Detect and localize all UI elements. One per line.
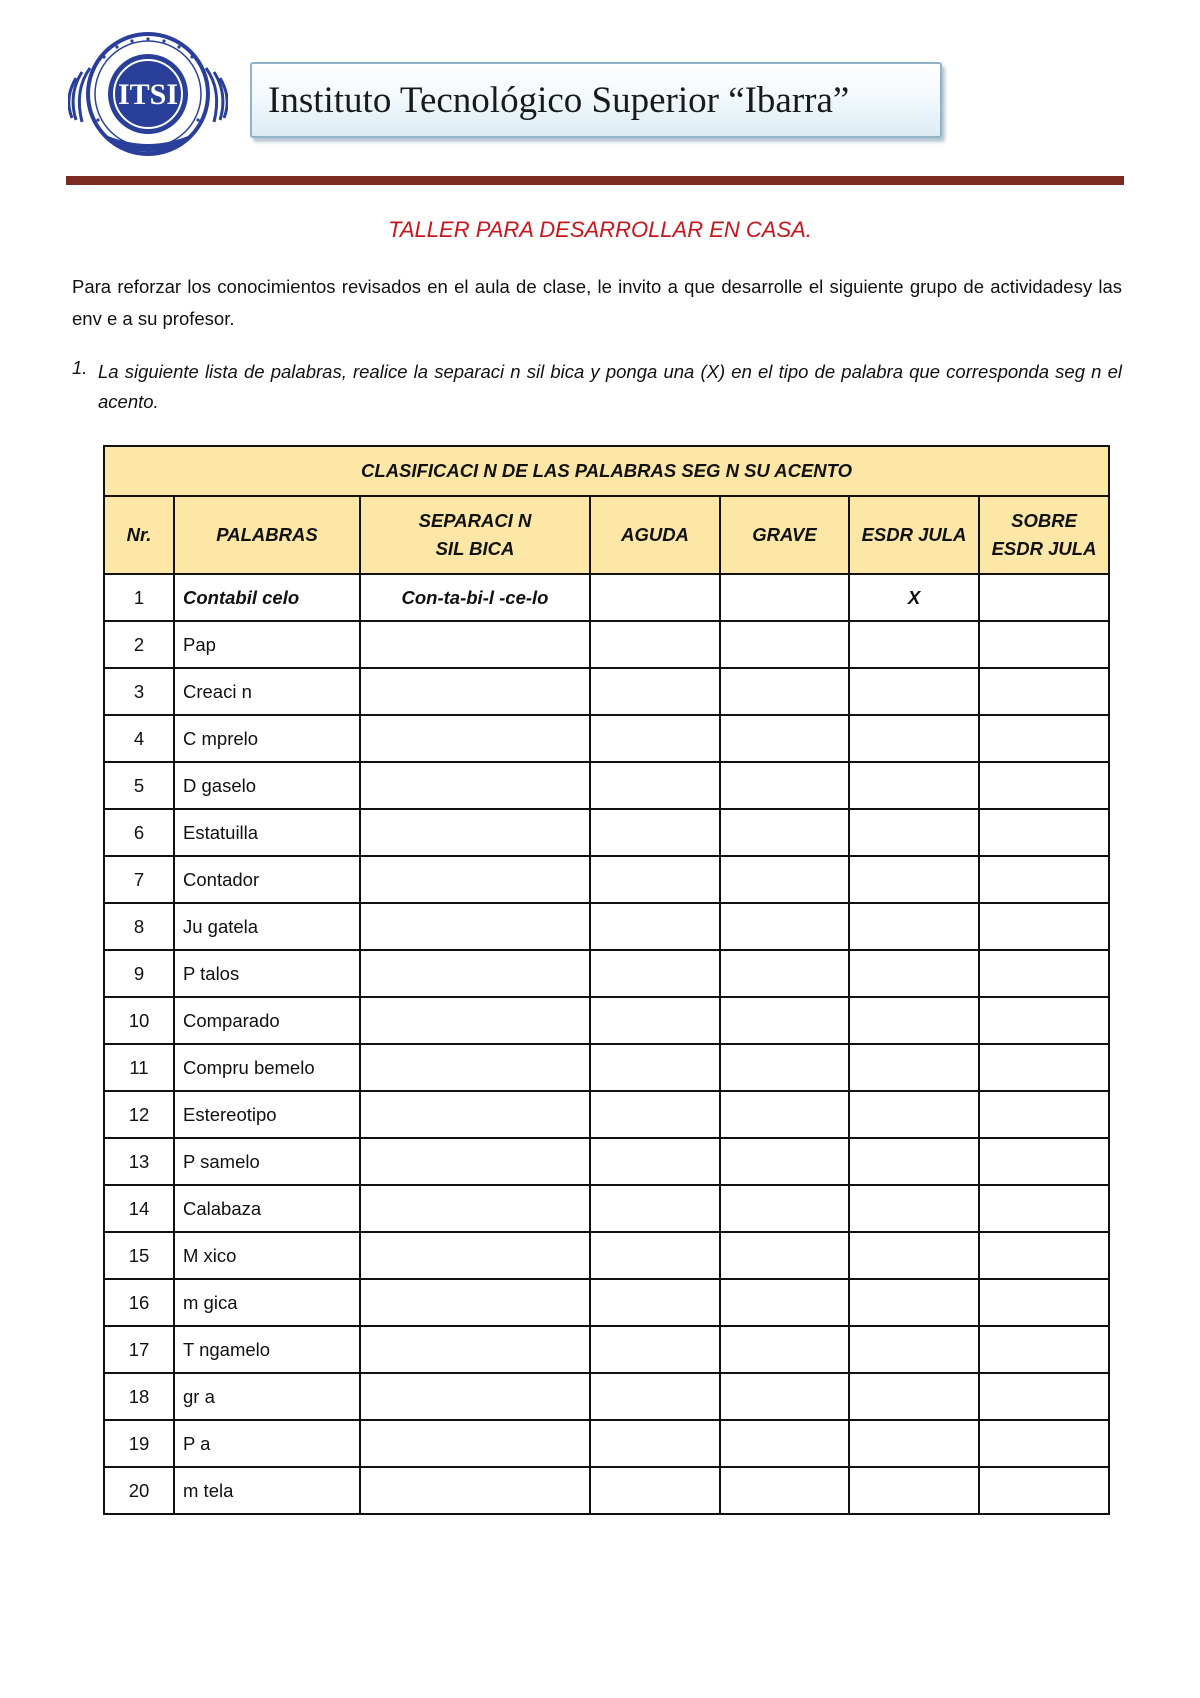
grave-cell[interactable]: [720, 1232, 849, 1279]
sobreesdrujula-cell[interactable]: [979, 1138, 1109, 1185]
intro-paragraph: Para reforzar los conocimientos revisados en el aula de clase, le invito a que desarrolle el siguiente grupo de actividadesy las env e a su profesor.: [72, 276, 1122, 329]
itsi-logo: [68, 28, 228, 158]
word-cell: D gaselo: [174, 762, 360, 809]
row-number: 19: [104, 1420, 174, 1467]
grave-cell[interactable]: [720, 715, 849, 762]
esdrujula-cell[interactable]: [849, 997, 979, 1044]
table-row: [104, 1373, 1109, 1420]
row-number: 17: [104, 1326, 174, 1373]
word-cell: P samelo: [174, 1138, 360, 1185]
sobreesdrujula-cell[interactable]: [979, 1373, 1109, 1420]
row-number: 9: [104, 950, 174, 997]
row-number: 4: [104, 715, 174, 762]
aguda-cell[interactable]: [590, 1326, 720, 1373]
esdrujula-cell[interactable]: [849, 856, 979, 903]
separacion-cell[interactable]: [360, 715, 590, 762]
sobreesdrujula-cell[interactable]: [979, 997, 1109, 1044]
aguda-cell[interactable]: [590, 762, 720, 809]
grave-cell[interactable]: [720, 621, 849, 668]
word-cell: Comparado: [174, 997, 360, 1044]
aguda-cell[interactable]: [590, 621, 720, 668]
esdrujula-cell[interactable]: X: [849, 574, 979, 621]
separacion-cell[interactable]: [360, 1138, 590, 1185]
word-cell: m tela: [174, 1467, 360, 1514]
separacion-cell[interactable]: [360, 621, 590, 668]
grave-cell[interactable]: [720, 1326, 849, 1373]
page-heading: TALLER PARA DESARROLLAR EN CASA.: [388, 217, 812, 242]
word-cell: Estereotipo: [174, 1091, 360, 1138]
grave-cell[interactable]: [720, 1279, 849, 1326]
separacion-cell[interactable]: [360, 950, 590, 997]
esdrujula-cell[interactable]: [849, 668, 979, 715]
row-number: 11: [104, 1044, 174, 1091]
separacion-cell[interactable]: [360, 856, 590, 903]
aguda-cell[interactable]: [590, 1373, 720, 1420]
row-number: 5: [104, 762, 174, 809]
row-number: 20: [104, 1467, 174, 1514]
grave-cell[interactable]: [720, 1185, 849, 1232]
col-header-separacion-line1: SEPARACI N: [418, 510, 532, 531]
aguda-cell[interactable]: [590, 903, 720, 950]
table-row: [104, 574, 1109, 621]
sobreesdrujula-cell[interactable]: [979, 1279, 1109, 1326]
table-row: [104, 997, 1109, 1044]
aguda-cell[interactable]: [590, 950, 720, 997]
aguda-cell[interactable]: [590, 715, 720, 762]
esdrujula-cell[interactable]: [849, 1138, 979, 1185]
separacion-cell[interactable]: [360, 1467, 590, 1514]
sobreesdrujula-cell[interactable]: [979, 856, 1109, 903]
svg-text:ITSI: ITSI: [117, 78, 179, 111]
classification-table: [103, 445, 1110, 1515]
row-number: 14: [104, 1185, 174, 1232]
institution-name: Instituto Tecnológico Superior “Ibarra”: [268, 79, 850, 121]
table-row: [104, 762, 1109, 809]
table-body: [104, 574, 1109, 1514]
table-row: [104, 1138, 1109, 1185]
row-number: 3: [104, 668, 174, 715]
word-cell: Contador: [174, 856, 360, 903]
table-row: [104, 903, 1109, 950]
row-number: 2: [104, 621, 174, 668]
col-header-sobre-line1: SOBRE: [1011, 510, 1077, 531]
sobreesdrujula-cell[interactable]: [979, 621, 1109, 668]
separacion-cell[interactable]: [360, 997, 590, 1044]
table-row: [104, 1326, 1109, 1373]
sobreesdrujula-cell[interactable]: [979, 762, 1109, 809]
esdrujula-cell[interactable]: [849, 715, 979, 762]
aguda-cell[interactable]: [590, 1467, 720, 1514]
table-row: [104, 856, 1109, 903]
institution-title-box: [250, 62, 942, 138]
grave-cell[interactable]: [720, 997, 849, 1044]
row-number: 13: [104, 1138, 174, 1185]
row-number: 18: [104, 1373, 174, 1420]
sobreesdrujula-cell[interactable]: [979, 809, 1109, 856]
row-number: 1: [104, 574, 174, 621]
aguda-cell[interactable]: [590, 997, 720, 1044]
word-cell: T ngamelo: [174, 1326, 360, 1373]
table-caption: CLASIFICACI N DE LAS PALABRAS SEG N SU ACENTO: [104, 446, 1109, 496]
separacion-cell[interactable]: [360, 809, 590, 856]
sobreesdrujula-cell[interactable]: [979, 715, 1109, 762]
aguda-cell[interactable]: [590, 1232, 720, 1279]
table-row: [104, 715, 1109, 762]
sobreesdrujula-cell[interactable]: [979, 1091, 1109, 1138]
aguda-cell[interactable]: [590, 1091, 720, 1138]
word-cell: P talos: [174, 950, 360, 997]
sobreesdrujula-cell[interactable]: [979, 574, 1109, 621]
separacion-cell[interactable]: Con-ta-bi-l -ce-lo: [360, 574, 590, 621]
esdrujula-cell[interactable]: [849, 1091, 979, 1138]
col-header-sobre-line2: ESDR JULA: [991, 538, 1097, 559]
sobreesdrujula-cell[interactable]: [979, 1232, 1109, 1279]
grave-cell[interactable]: [720, 1138, 849, 1185]
row-number: 7: [104, 856, 174, 903]
esdrujula-cell[interactable]: [849, 1185, 979, 1232]
separacion-cell[interactable]: [360, 1279, 590, 1326]
word-cell: Pap: [174, 621, 360, 668]
aguda-cell[interactable]: [590, 1044, 720, 1091]
sobreesdrujula-cell[interactable]: [979, 950, 1109, 997]
col-header-separacion-line2: SIL BICA: [435, 538, 515, 559]
separacion-cell[interactable]: [360, 1326, 590, 1373]
grave-cell[interactable]: [720, 809, 849, 856]
table-row: [104, 621, 1109, 668]
esdrujula-cell[interactable]: [849, 950, 979, 997]
esdrujula-cell[interactable]: [849, 1044, 979, 1091]
separacion-cell[interactable]: [360, 1232, 590, 1279]
col-header-grave: GRAVE: [720, 496, 849, 574]
row-number: 16: [104, 1279, 174, 1326]
sobreesdrujula-cell[interactable]: [979, 1420, 1109, 1467]
table-row: [104, 950, 1109, 997]
separacion-cell[interactable]: [360, 903, 590, 950]
row-number: 6: [104, 809, 174, 856]
esdrujula-cell[interactable]: [849, 621, 979, 668]
aguda-cell[interactable]: [590, 809, 720, 856]
grave-cell[interactable]: [720, 762, 849, 809]
header-divider: [66, 176, 1124, 185]
table-row: [104, 668, 1109, 715]
esdrujula-cell[interactable]: [849, 1232, 979, 1279]
sobreesdrujula-cell[interactable]: [979, 1326, 1109, 1373]
grave-cell[interactable]: [720, 1467, 849, 1514]
esdrujula-cell[interactable]: [849, 1420, 979, 1467]
esdrujula-cell[interactable]: [849, 903, 979, 950]
separacion-cell[interactable]: [360, 762, 590, 809]
row-number: 8: [104, 903, 174, 950]
word-cell: Estatuilla: [174, 809, 360, 856]
grave-cell[interactable]: [720, 903, 849, 950]
word-cell: gr a: [174, 1373, 360, 1420]
separacion-cell[interactable]: [360, 668, 590, 715]
esdrujula-cell[interactable]: [849, 1373, 979, 1420]
esdrujula-cell[interactable]: [849, 1279, 979, 1326]
aguda-cell[interactable]: [590, 668, 720, 715]
separacion-cell[interactable]: [360, 1185, 590, 1232]
table-row: [104, 1091, 1109, 1138]
word-cell: Compru bemelo: [174, 1044, 360, 1091]
word-cell: Calabaza: [174, 1185, 360, 1232]
table-row: [104, 1185, 1109, 1232]
question-text: La siguiente lista de palabras, realice la separaci n sil bica y ponga una (X) en el tipo de palabra que corresponda seg n el acento.: [98, 361, 1122, 412]
col-header-aguda: AGUDA: [590, 496, 720, 574]
grave-cell[interactable]: [720, 856, 849, 903]
itsi-seal-icon: [68, 28, 228, 158]
table-row: [104, 1420, 1109, 1467]
word-cell: m gica: [174, 1279, 360, 1326]
grave-cell[interactable]: [720, 1420, 849, 1467]
word-cell: Creaci n: [174, 668, 360, 715]
question-number: 1.: [72, 357, 88, 378]
sobreesdrujula-cell[interactable]: [979, 668, 1109, 715]
aguda-cell[interactable]: [590, 1420, 720, 1467]
row-number: 12: [104, 1091, 174, 1138]
separacion-cell[interactable]: [360, 1091, 590, 1138]
row-number: 15: [104, 1232, 174, 1279]
grave-cell[interactable]: [720, 1044, 849, 1091]
word-cell: Ju gatela: [174, 903, 360, 950]
col-header-esdrujula: ESDR JULA: [849, 496, 979, 574]
esdrujula-cell[interactable]: [849, 762, 979, 809]
table-row: [104, 1232, 1109, 1279]
esdrujula-cell[interactable]: [849, 1326, 979, 1373]
grave-cell[interactable]: [720, 1373, 849, 1420]
col-header-palabras: PALABRAS: [174, 496, 360, 574]
word-cell: P a: [174, 1420, 360, 1467]
sobreesdrujula-cell[interactable]: [979, 1467, 1109, 1514]
sobreesdrujula-cell[interactable]: [979, 1044, 1109, 1091]
aguda-cell[interactable]: [590, 1185, 720, 1232]
table-row: [104, 1467, 1109, 1514]
table-caption-row: [104, 446, 1109, 496]
grave-cell[interactable]: [720, 950, 849, 997]
sobreesdrujula-cell[interactable]: [979, 903, 1109, 950]
aguda-cell[interactable]: [590, 856, 720, 903]
grave-cell[interactable]: [720, 574, 849, 621]
col-header-nr: Nr.: [104, 496, 174, 574]
word-cell: M xico: [174, 1232, 360, 1279]
table-row: [104, 1279, 1109, 1326]
separacion-cell[interactable]: [360, 1420, 590, 1467]
table-header-row: [104, 496, 1109, 574]
col-header-separacion: [360, 496, 590, 574]
word-cell: Contabil celo: [174, 574, 360, 621]
row-number: 10: [104, 997, 174, 1044]
grave-cell[interactable]: [720, 1091, 849, 1138]
aguda-cell[interactable]: [590, 574, 720, 621]
table-row: [104, 1044, 1109, 1091]
esdrujula-cell[interactable]: [849, 809, 979, 856]
grave-cell[interactable]: [720, 668, 849, 715]
separacion-cell[interactable]: [360, 1373, 590, 1420]
esdrujula-cell[interactable]: [849, 1467, 979, 1514]
aguda-cell[interactable]: [590, 1138, 720, 1185]
separacion-cell[interactable]: [360, 1044, 590, 1091]
aguda-cell[interactable]: [590, 1279, 720, 1326]
sobreesdrujula-cell[interactable]: [979, 1185, 1109, 1232]
word-cell: C mprelo: [174, 715, 360, 762]
col-header-sobreesdrujula: [979, 496, 1109, 574]
table-row: [104, 809, 1109, 856]
